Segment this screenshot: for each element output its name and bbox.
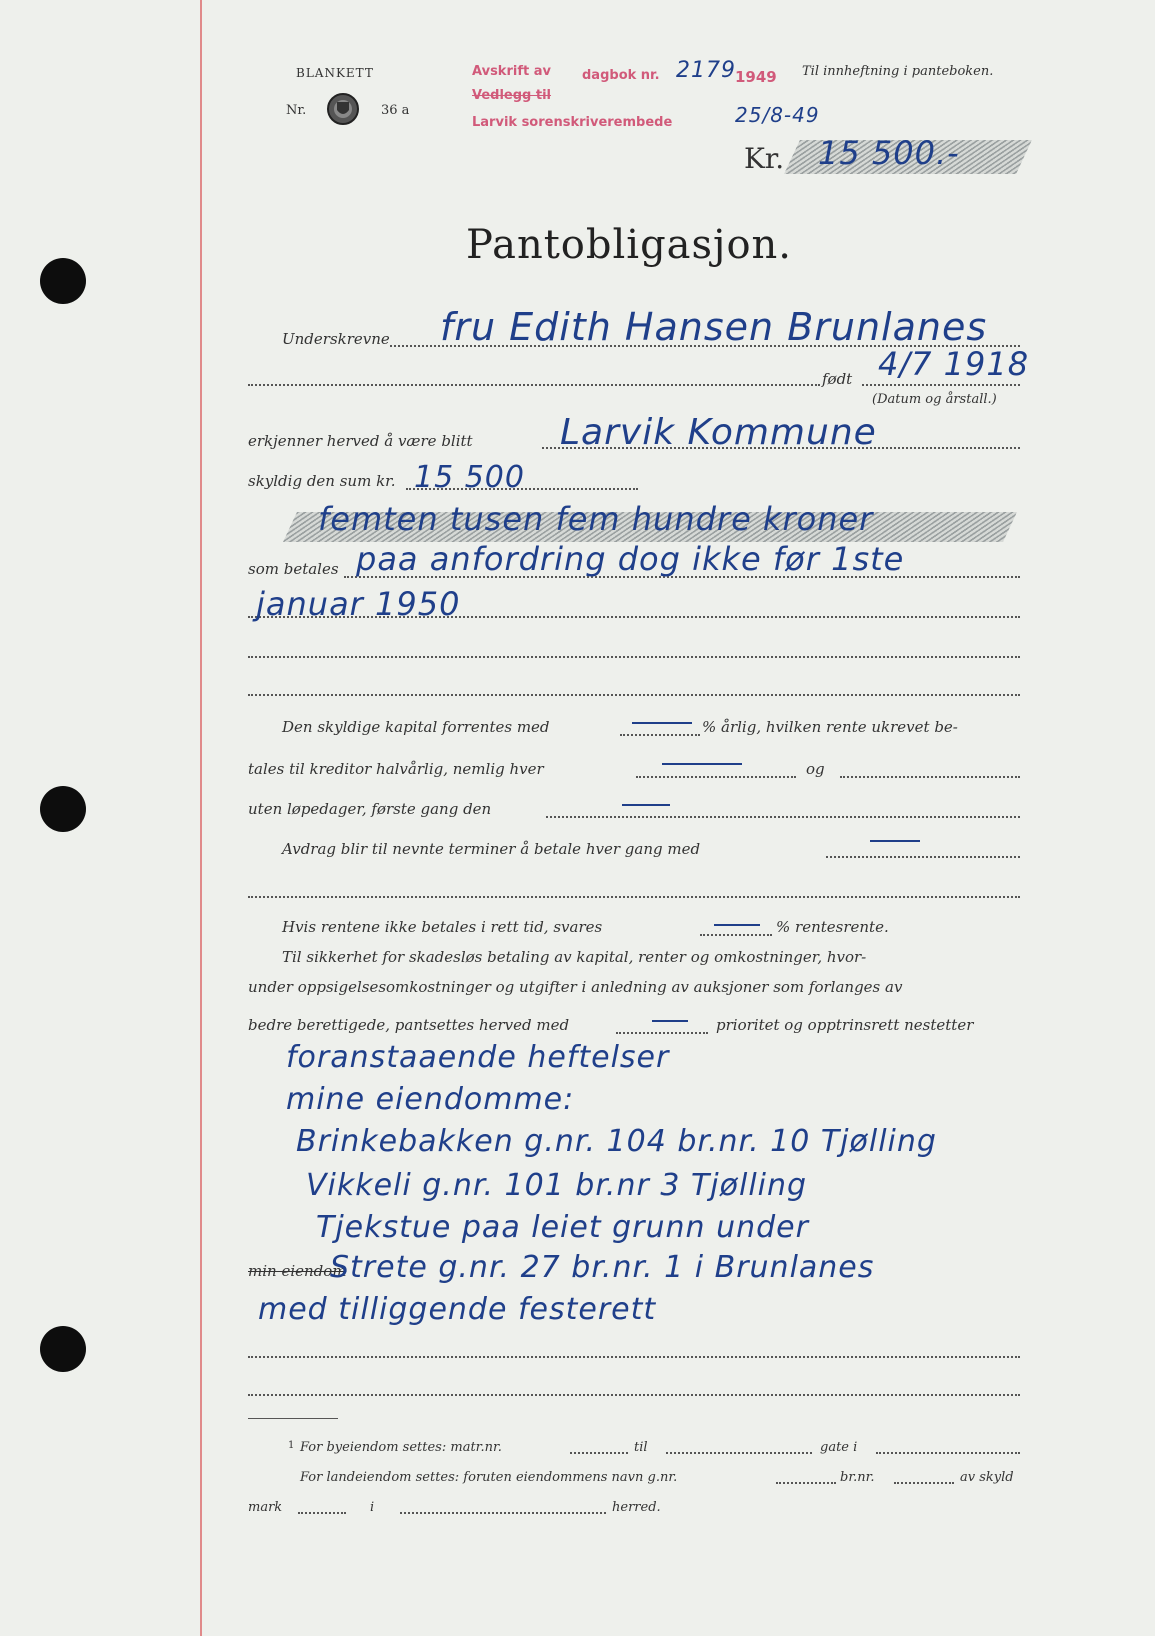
punch-hole <box>40 1326 86 1372</box>
fill-line <box>620 734 700 736</box>
fill-line <box>840 776 1020 778</box>
fill-line <box>826 856 1020 858</box>
terms-line7: under oppsigelsesomkostninger og utgifter i anledning av auksjoner som forlanges av <box>248 978 903 996</box>
nr-label: Nr. <box>286 103 307 118</box>
footnote-line1a: For byeiendom settes: matr.nr. <box>300 1440 502 1455</box>
footnote-marker: 1 <box>288 1440 295 1451</box>
property-line: Vikkeli g.nr. 101 br.nr 3 Tjølling <box>306 1168 808 1203</box>
page-title: Pantobligasjon. <box>466 222 793 268</box>
erkjenner-label: erkjenner herved å være blitt <box>248 432 473 450</box>
min-eiendom-label: min eiendom <box>248 1262 347 1280</box>
terms-line3: uten løpedager, første gang den <box>248 800 492 818</box>
property-line: Tjekstue paa leiet grunn under <box>316 1210 809 1245</box>
kr-value: 15 500.- <box>818 134 960 172</box>
stamp-dagbok-label: dagbok nr. <box>582 68 660 83</box>
blank-dash <box>662 763 742 765</box>
fodt-label: født <box>822 370 853 388</box>
fill-line <box>876 1452 1020 1454</box>
footnote-line1b: til <box>634 1440 648 1455</box>
fill-line <box>248 896 1020 898</box>
blank-dash <box>632 722 692 724</box>
fill-line <box>400 1512 606 1514</box>
fodt-value: 4/7 1918 <box>878 345 1030 383</box>
blank-dash <box>652 1020 688 1022</box>
fill-line <box>570 1452 628 1454</box>
top-right-note: Til innheftning i panteboken. <box>802 64 994 79</box>
footnote-line1c: gate i <box>820 1440 858 1455</box>
terms-line2a: tales til kreditor halvårlig, nemlig hver <box>248 760 544 778</box>
blank-dash <box>714 924 760 926</box>
footnote-rule <box>248 1418 338 1419</box>
skyldig-label: skyldig den sum kr. <box>248 472 396 490</box>
amount-words: femten tusen fem hundre kroner <box>318 500 874 538</box>
terms-line6: Til sikkerhet for skadesløs betaling av kapital, renter og omkostninger, hvor- <box>282 948 867 966</box>
stamp-date: 25/8-49 <box>735 103 820 127</box>
terms-line8b: prioritet og opptrinsrett nestetter <box>716 1016 974 1034</box>
margin-line <box>200 0 202 1636</box>
property-line: Brinkebakken g.nr. 104 br.nr. 10 Tjølling <box>296 1124 937 1159</box>
punch-hole <box>40 786 86 832</box>
stamp-dagbok-nr: 2179 <box>676 58 736 83</box>
coat-of-arms-icon <box>326 92 360 126</box>
sum-value: 15 500 <box>414 460 525 495</box>
footnote-line3b: i <box>370 1500 375 1515</box>
terms-line1b: % årlig, hvilken rente ukrevet be- <box>702 718 958 736</box>
stamp-office: Larvik sorenskriverembede <box>472 115 673 130</box>
fill-line <box>298 1512 346 1514</box>
fill-line <box>248 694 1020 696</box>
footnote-line2c: av skyld <box>960 1470 1014 1485</box>
terms-line5b: % rentesrente. <box>776 918 889 936</box>
terms-line8a: bedre berettigede, pantsettes herved med <box>248 1016 570 1034</box>
property-line: Strete g.nr. 27 br.nr. 1 i Brunlanes <box>330 1250 875 1285</box>
property-line: foranstaaende heftelser <box>286 1040 670 1075</box>
fill-line <box>894 1482 954 1484</box>
fill-line <box>248 1356 1020 1358</box>
footnote-line3c: herred. <box>612 1500 661 1515</box>
blank-dash <box>870 840 920 842</box>
stamp-vedlegg: Vedlegg til <box>472 88 552 103</box>
kreditor-value: Larvik Kommune <box>560 412 877 453</box>
footnote-line2a: For landeiendom settes: foruten eiendommens navn g.nr. <box>300 1470 678 1485</box>
betales-line1: paa anfordring dog ikke før 1ste <box>356 540 905 578</box>
terms-line4: Avdrag blir til nevnte terminer å betale hver gang med <box>282 840 701 858</box>
property-line: mine eiendomme: <box>286 1082 575 1117</box>
property-line: med tilliggende festerett <box>258 1292 657 1327</box>
datum-note: (Datum og årstall.) <box>872 392 997 407</box>
fill-line <box>248 656 1020 658</box>
terms-line1a: Den skyldige kapital forrentes med <box>282 718 550 736</box>
nr-value: 36 a <box>381 103 410 118</box>
terms-line2b: og <box>806 760 825 778</box>
fill-line <box>636 776 796 778</box>
footnote-line2b: br.nr. <box>840 1470 875 1485</box>
terms-line5a: Hvis rentene ikke betales i rett tid, svares <box>282 918 603 936</box>
som-betales-label: som betales <box>248 560 339 578</box>
betales-line2: januar 1950 <box>256 585 461 623</box>
blankett-label: BLANKETT <box>296 66 374 80</box>
fill-line <box>666 1452 812 1454</box>
fill-line <box>700 934 772 936</box>
blank-dash <box>622 804 670 806</box>
fill-line <box>776 1482 836 1484</box>
fill-line <box>862 384 1020 386</box>
fill-line <box>616 1032 708 1034</box>
stamp-year: 1949 <box>735 68 777 86</box>
underskrevne-value: fru Edith Hansen Brunlanes <box>440 305 988 349</box>
footnote-line3a: mark <box>248 1500 283 1515</box>
stamp-avskrift: Avskrift av <box>472 64 551 79</box>
punch-hole <box>40 258 86 304</box>
underskrevne-label: Underskrevne <box>282 330 390 348</box>
fill-line <box>248 1394 1020 1396</box>
fill-line <box>248 384 820 386</box>
fill-line <box>546 816 1020 818</box>
kr-label: Kr. <box>744 142 785 175</box>
